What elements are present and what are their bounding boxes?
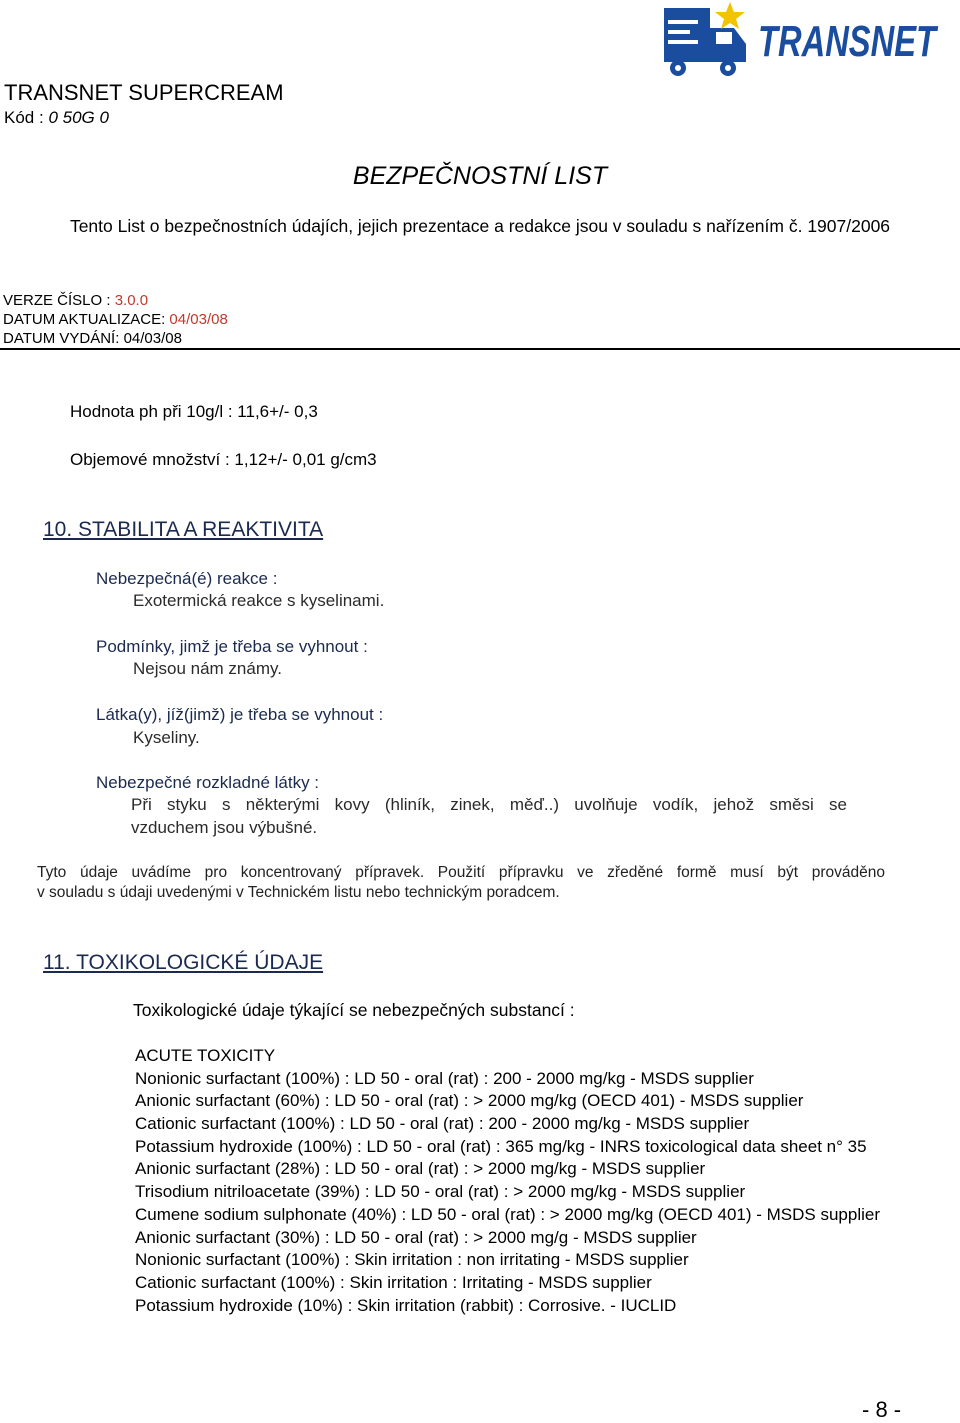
document-title: BEZPEČNOSTNÍ LIST (352, 162, 608, 190)
regulation-statement: Tento List o bezpečnostních údajích, jejich prezentace a redakce jsou v souladu s nařízením č. 1907/2006 (69, 216, 891, 236)
toxicity-entry: Cationic surfactant (100%) : Skin irritation : Irritating - MSDS supplier (135, 1272, 652, 1292)
ph-value: 11,6+/- 0,3 (237, 402, 318, 421)
decomposition-products-label: Nebezpečné rozkladné látky : (96, 773, 320, 792)
transnet-logo (662, 0, 942, 82)
toxicity-entry: Anionic surfactant (28%) : LD 50 - oral (rat) : > 2000 mg/kg - MSDS supplier (135, 1159, 706, 1179)
ph-value-row (70, 402, 318, 422)
toxicity-entry: Potassium hydroxide (100%) : LD 50 - oral (rat) : 365 mg/kg - INRS toxicological data sheet n° 35 (135, 1136, 867, 1156)
star-icon (715, 2, 745, 29)
product-code (4, 108, 109, 128)
logo-wordmark: TRANSNET (758, 17, 939, 66)
conditions-to-avoid-label: Podmínky, jimž je třeba se vyhnout : (96, 637, 368, 656)
update-date-label: DATUM AKTUALIZACE: (3, 311, 166, 328)
decomposition-products-answer-line2: vzduchem jsou výbušné. (131, 818, 318, 837)
toxicity-list (135, 1045, 880, 1317)
page-number: - 8 - (862, 1397, 902, 1422)
ph-label: Hodnota ph při 10g/l : (70, 402, 233, 421)
section-11-heading: 11. TOXIKOLOGICKÉ ÚDAJE (43, 951, 324, 974)
density-row (70, 450, 377, 470)
product-code-value: 0 50G 0 (48, 108, 109, 127)
toxicity-entry: Cumene sodium sulphonate (40%) : LD 50 - oral (rat) : > 2000 mg/kg (OECD 401) - MSDS supplier (135, 1204, 881, 1224)
conditions-to-avoid-answer: Nejsou nám známy. (133, 659, 282, 678)
toxicity-entry: Nonionic surfactant (100%) : Skin irritation : non irritating - MSDS supplier (135, 1250, 689, 1270)
materials-to-avoid-label: Látka(y), jíž(jimž) je třeba se vyhnout : (96, 705, 384, 724)
density-value: 1,12+/- 0,01 g/cm3 (234, 450, 377, 469)
decomposition-products-answer-line1: Při styku s některými kovy (hliník, zinek, měď..) uvolňuje vodík, jehož směsi se (131, 795, 847, 814)
materials-to-avoid-answer: Kyseliny. (133, 728, 200, 747)
toxicity-entry: Anionic surfactant (30%) : LD 50 - oral (rat) : > 2000 mg/g - MSDS supplier (135, 1227, 697, 1247)
update-date-value: 04/03/08 (169, 311, 228, 328)
issue-date-label: DATUM VYDÁNÍ: (3, 330, 120, 347)
hazardous-reactions-answer: Exotermická reakce s kyselinami. (133, 591, 385, 610)
section-10-heading: 10. STABILITA A REAKTIVITA (43, 518, 324, 541)
version-label: VERZE ČÍSLO : (3, 292, 111, 309)
toxicity-entry: Potassium hydroxide (10%) : Skin irritation (rabbit) : Corrosive. - IUCLID (135, 1295, 677, 1315)
density-label: Objemové množství : (70, 450, 230, 469)
version-number (3, 292, 148, 309)
issue-date-value: 04/03/08 (123, 330, 182, 347)
version-value: 3.0.0 (114, 292, 149, 309)
toxicity-entry: Nonionic surfactant (100%) : LD 50 - oral (rat) : 200 - 2000 mg/kg - MSDS supplier (135, 1068, 754, 1088)
header-divider (0, 348, 960, 350)
usage-note-line2: v souladu s údaji uvedenými v Technickém listu nebo technickým poradcem. (37, 884, 560, 901)
toxicity-entry: Anionic surfactant (60%) : LD 50 - oral (rat) : > 2000 mg/kg (OECD 401) - MSDS supplier (135, 1091, 804, 1111)
toxicology-subheading: Toxikologické údaje týkající se nebezpečných substancí : (133, 1000, 575, 1020)
toxicity-entry: Cationic surfactant (100%) : LD 50 - oral (rat) : 200 - 2000 mg/kg - MSDS supplier (135, 1114, 750, 1134)
usage-note-line1: Tyto údaje uvádíme pro koncentrovaný přípravek. Použití přípravku ve zředěné formě musí být prováděno (37, 864, 885, 881)
toxicity-list-title: ACUTE TOXICITY (135, 1046, 276, 1065)
product-name: TRANSNET SUPERCREAM (4, 80, 284, 105)
product-code-label: Kód : (4, 108, 44, 127)
issue-date (3, 330, 182, 347)
update-date (3, 311, 228, 328)
toxicity-entry: Trisodium nitriloacetate (39%) : LD 50 - oral (rat) : > 2000 mg/kg - MSDS supplier (135, 1182, 746, 1202)
hazardous-reactions-label: Nebezpečná(é) reakce : (96, 569, 278, 588)
